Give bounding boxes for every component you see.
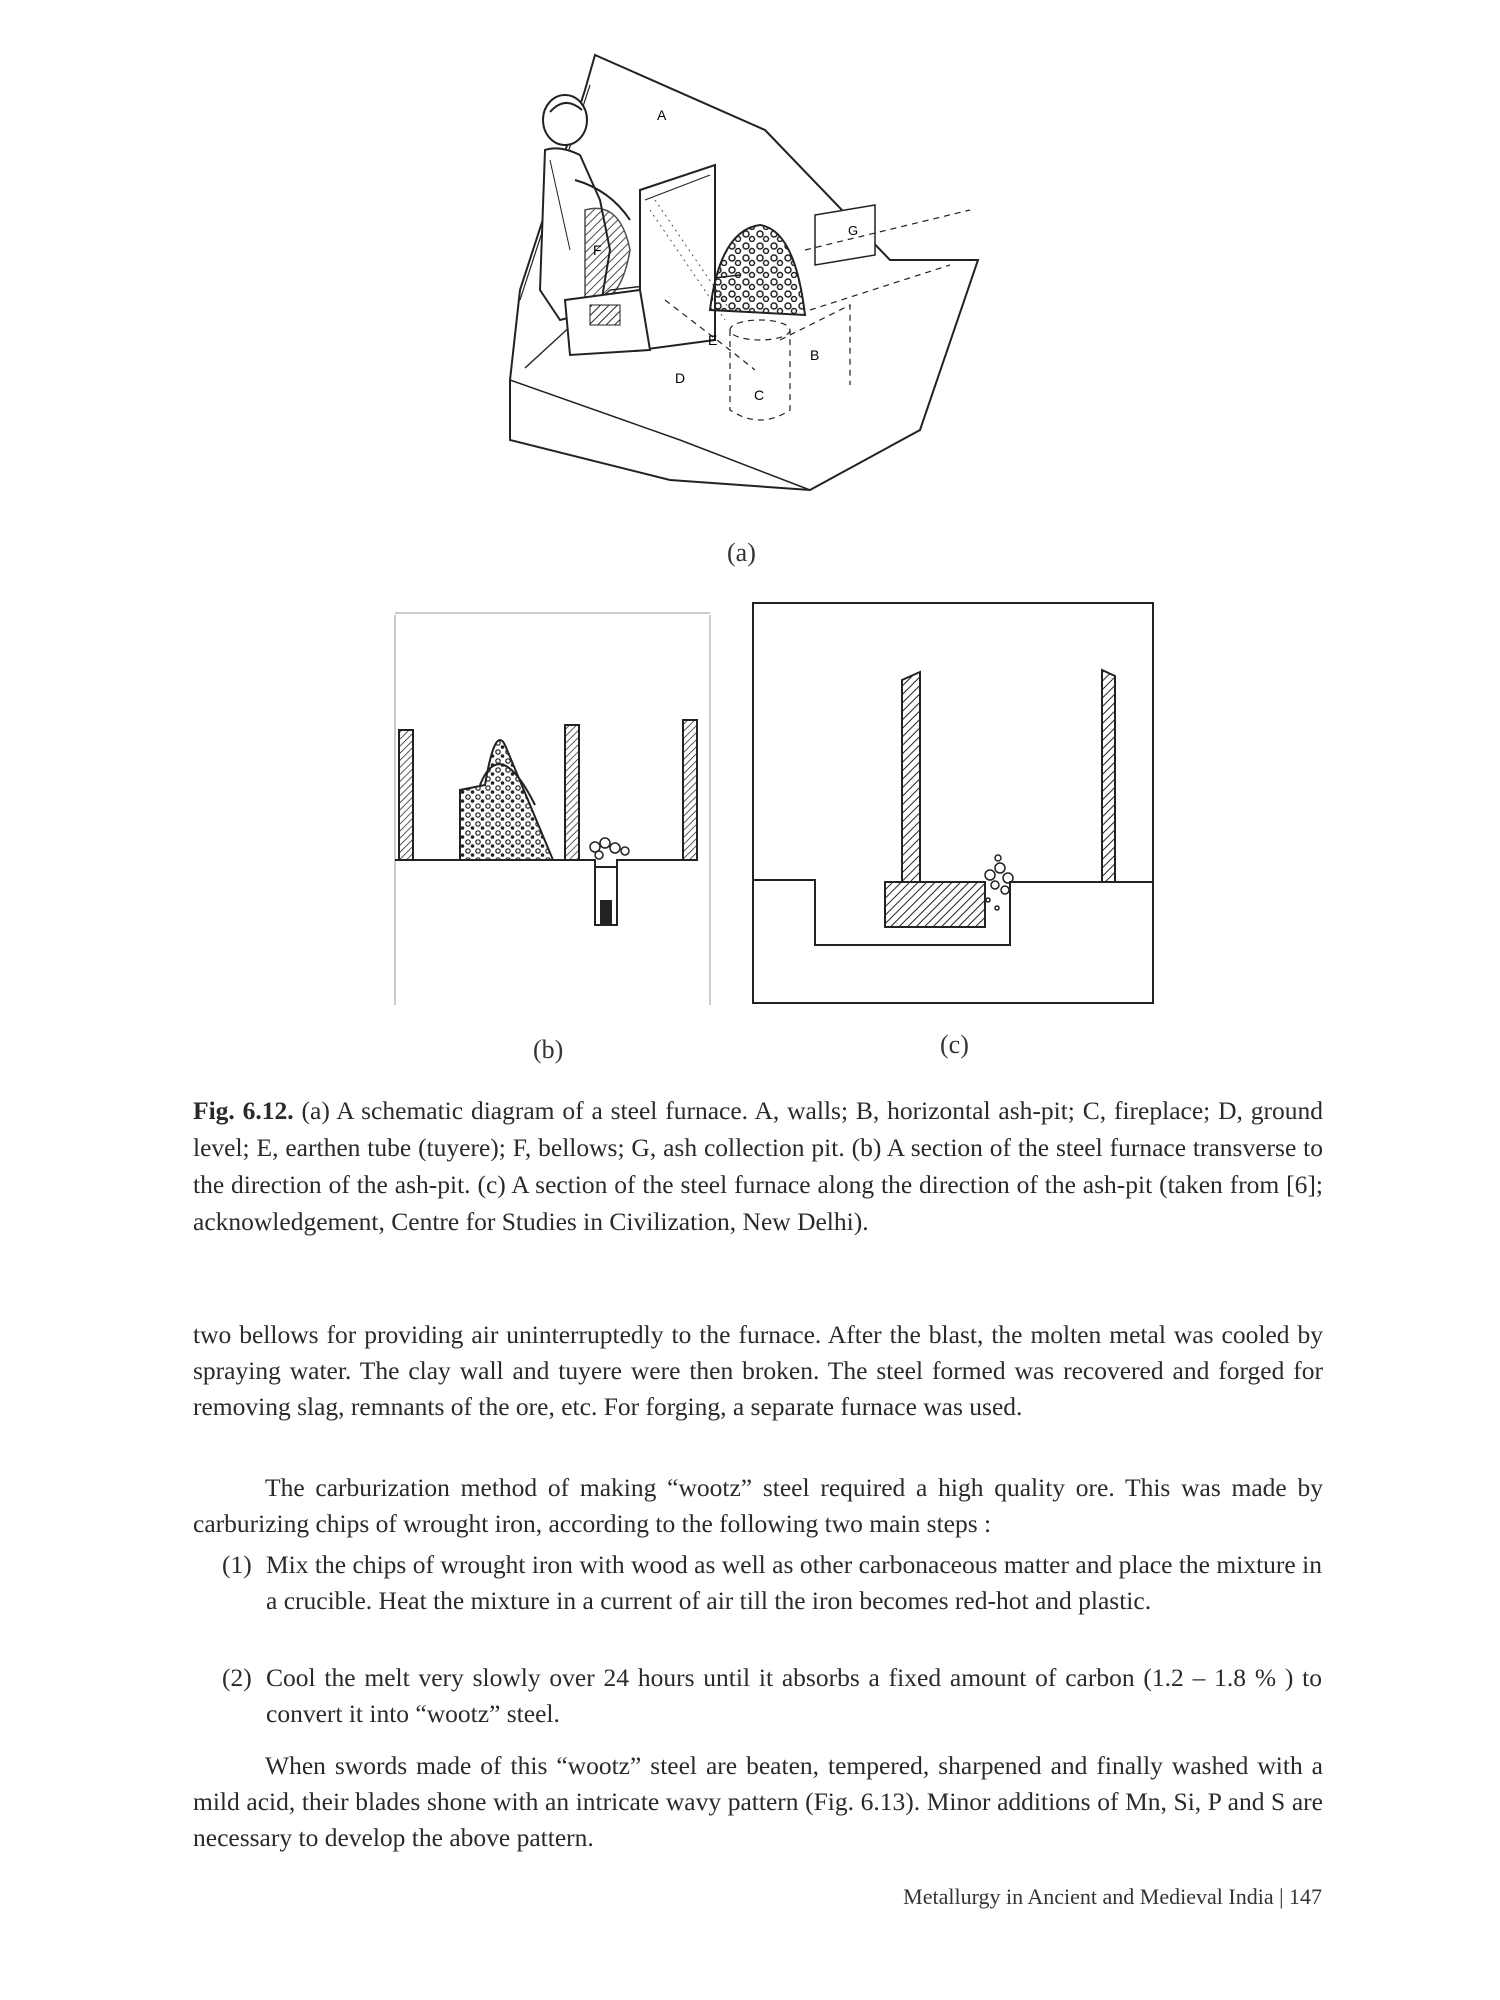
figure-a-furnace-diagram	[490, 50, 1010, 530]
step-1-number: (1)	[222, 1550, 252, 1579]
paragraph-1: two bellows for providing air uninterruptedly to the furnace. After the blast, the molten metal was cooled by spraying water. The clay wall and tuyere were then broken. The steel formed was recovered and forged for removing slag, remnants of the ore, etc. For forging, a separate furnace was used.	[193, 1320, 1323, 1421]
step-2-text: Cool the melt very slowly over 24 hours until it absorbs a fixed amount of carbon (1.2 – 1.8 % ) to convert it into “wootz” steel.	[266, 1663, 1322, 1728]
step-1	[222, 1547, 1322, 1619]
letter-d: D	[675, 370, 686, 386]
figure-c-longitudinal-section	[750, 600, 1160, 1010]
letter-b: B	[810, 347, 820, 363]
letter-c: C	[754, 387, 765, 403]
letter-e: E	[708, 332, 718, 348]
caption-text: (a) A schematic diagram of a steel furnace. A, walls; B, horizontal ash-pit; C, fireplace; D, ground level; E, earthen tube (tuyere); F, bellows; G, ash collection pit. (b) A section of the steel furnace transverse to the direction of the ash-pit. (c) A section of the steel furnace along the direction of the ash-pit (taken from [6]; acknowledgement, Centre for Studies in Civilization, New Delhi).	[193, 1096, 1323, 1236]
step-2	[222, 1660, 1322, 1732]
letter-a: A	[657, 107, 667, 123]
step-1-text: Mix the chips of wrought iron with wood as well as other carbonaceous matter and place the mixture in a crucible. Heat the mixture in a current of air till the iron becomes red-hot and plastic.	[266, 1550, 1322, 1615]
step-2-number: (2)	[222, 1663, 252, 1692]
letter-f: F	[593, 242, 602, 258]
page-footer: Metallurgy in Ancient and Medieval India | 147	[903, 1884, 1322, 1909]
paragraph-2: The carburization method of making “wootz” steel required a high quality ore. This was made by carburizing chips of wrought iron, according to the following two main steps :	[193, 1473, 1323, 1538]
figure-b-transverse-section	[385, 605, 715, 1005]
figure-b-label: (b)	[533, 1035, 564, 1064]
paragraph-3: When swords made of this “wootz” steel are beaten, tempered, sharpened and finally washed with a mild acid, their blades shone with an intricate wavy pattern (Fig. 6.13). Minor additions of Mn, Si, P and S are necessary to develop the above pattern.	[193, 1751, 1323, 1852]
caption-fig-number: Fig. 6.12.	[193, 1096, 294, 1125]
letter-g: G	[848, 223, 859, 238]
figure-c-label: (c)	[940, 1030, 969, 1059]
figure-caption	[193, 1092, 1323, 1240]
figure-a-label: (a)	[727, 538, 756, 567]
